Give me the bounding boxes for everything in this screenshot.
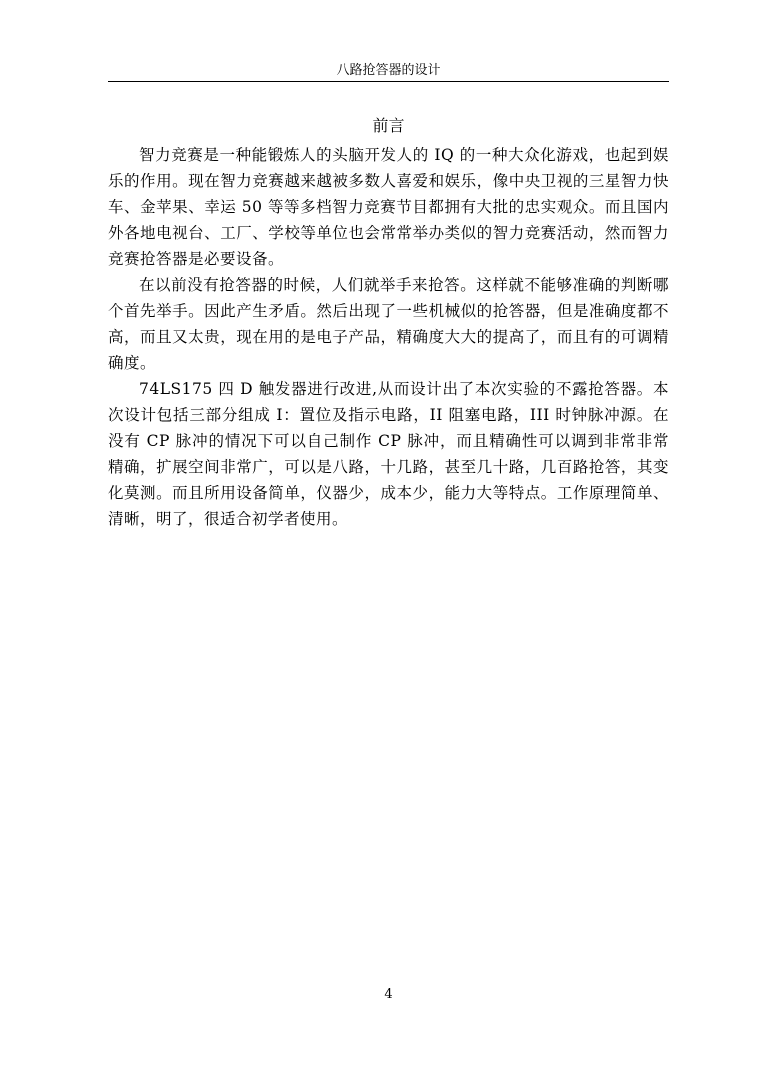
running-header-title: 八路抢答器的设计 xyxy=(336,63,441,78)
section-title: 前言 xyxy=(372,116,405,135)
body-text xyxy=(108,142,669,532)
paragraph-2: 在以前没有抢答器的时候，人们就举手来抢答。这样就不能够准确的判断哪个首先举手。因此产生矛盾。然后出现了一些机械似的抢答器，但是准确度都不高，而且又太贵，现在用的是电子产品，精确度大大的提高了，而且有的可调精确度。 xyxy=(108,276,669,372)
paragraph-1: 智力竞赛是一种能锻炼人的头脑开发人的 IQ 的一种大众化游戏，也起到娱乐的作用。现在智力竞赛越来越被多数人喜爱和娱乐，像中央卫视的三星智力快车、金苹果、幸运 50 等等多档智力竞赛节目都拥有大批的忠实观众。而且国内外各地电视台、工厂、学校等单位也会常常举办类似的智力竞赛活动，然而智力竞赛抢答器是必要设备。 xyxy=(108,146,669,268)
page-number: 4 xyxy=(384,987,393,1002)
header-divider xyxy=(108,81,669,82)
paragraph-3: 74LS175 四 D 触发器进行改进,从而设计出了本次实验的不露抢答器。本次设计包括三部分组成 I：置位及指示电路，II 阻塞电路，III 时钟脉冲源。在没有 CP 脉冲的情况下可以自己制作 CP 脉冲，而且精确性可以调到非常非常精确，扩展空间非常广，可以是八路，十几路，甚至几十路，几百路抢答，其变化莫测。而且所用设备简单，仪器少，成本少，能力大等特点。工作原理简单、清晰，明了，很适合初学者使用。 xyxy=(108,380,669,528)
